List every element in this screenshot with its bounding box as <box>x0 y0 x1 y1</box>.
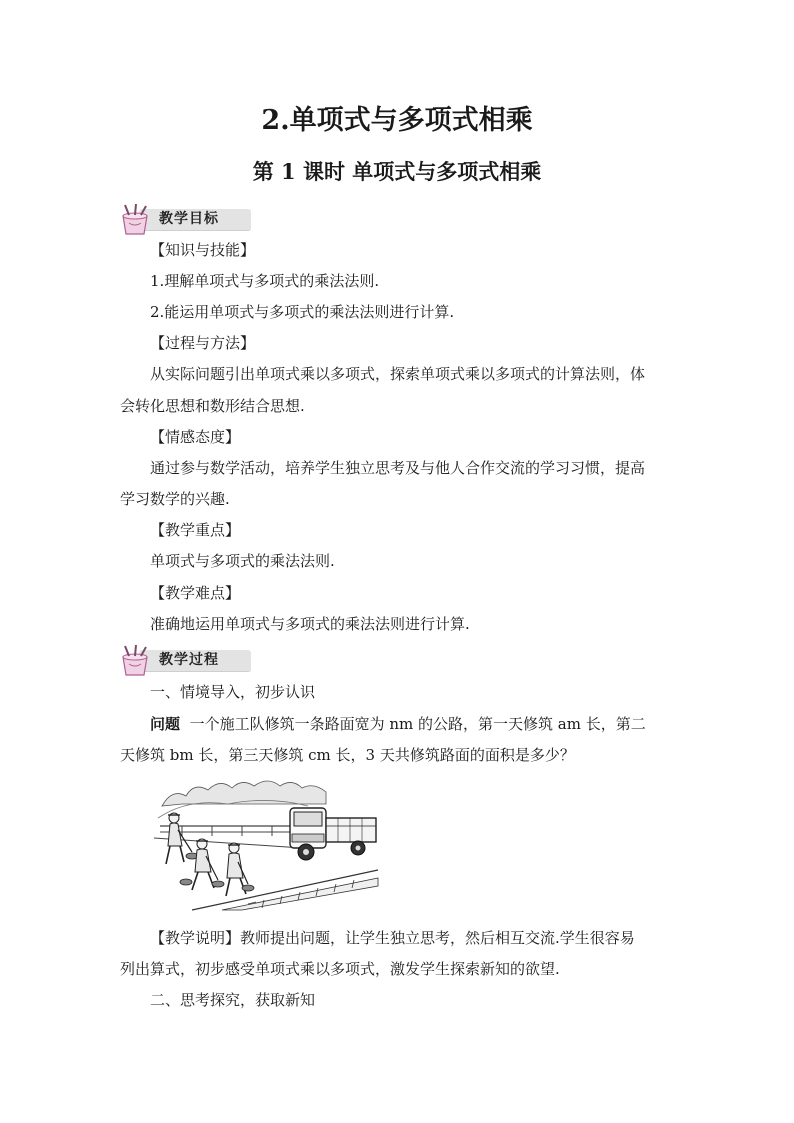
knowledge-heading: 【知识与技能】 <box>150 241 256 259</box>
problem-text: 一个施工队修筑一条路面宽为 nm 的公路，第一天修筑 am 长，第二 <box>189 715 646 733</box>
lesson-subtitle: 第 1 课时 单项式与多项式相乘 <box>252 159 542 184</box>
teaching-note-line1: 【教学说明】教师提出问题，让学生独立思考，然后相互交流.学生很容易 <box>150 929 635 947</box>
step-2-heading: 二、思考探究，获取新知 <box>150 991 316 1009</box>
pencil-cup-icon <box>117 645 157 677</box>
problem-line1 <box>150 714 710 734</box>
section-badge-label: 教学目标 <box>159 211 219 227</box>
key-point-heading: 【教学重点】 <box>150 521 241 539</box>
section-badge-label: 教学过程 <box>159 652 219 668</box>
problem-line2: 天修筑 bm 长，第三天修筑 cm 长，3 天共修筑路面的面积是多少？ <box>120 746 575 764</box>
section-badge-goals <box>117 204 257 234</box>
emotion-heading: 【情感态度】 <box>150 428 241 446</box>
process-text-line2: 会转化思想和数形结合思想. <box>120 397 305 415</box>
process-heading: 【过程与方法】 <box>150 334 256 352</box>
process-text-line1: 从实际问题引出单项式乘以多项式，探索单项式乘以多项式的计算法则，体 <box>150 365 646 383</box>
section-badge-process <box>117 645 257 675</box>
knowledge-item-2: 2.能运用单项式与多项式的乘法法则进行计算. <box>150 303 455 321</box>
difficulty-heading: 【教学难点】 <box>150 584 241 602</box>
emotion-text-line2: 学习数学的兴趣. <box>120 490 230 508</box>
document-title: 2.单项式与多项式相乘 <box>261 105 533 136</box>
teaching-note-line2: 列出算式，初步感受单项式乘以多项式，激发学生探索新知的欲望. <box>120 960 560 978</box>
difficulty-text: 准确地运用单项式与多项式的乘法法则进行计算. <box>150 615 470 633</box>
road-workers-truck-illustration <box>152 778 382 914</box>
knowledge-item-1: 1.理解单项式与多项式的乘法法则. <box>150 272 380 290</box>
key-point-text: 单项式与多项式的乘法法则. <box>150 552 335 570</box>
step-1-heading: 一、情境导入，初步认识 <box>150 683 316 701</box>
emotion-text-line1: 通过参与数学活动，培养学生独立思考及与他人合作交流的学习习惯，提高 <box>150 459 646 477</box>
pencil-cup-icon <box>117 204 157 236</box>
problem-label: 问题 <box>150 715 181 733</box>
